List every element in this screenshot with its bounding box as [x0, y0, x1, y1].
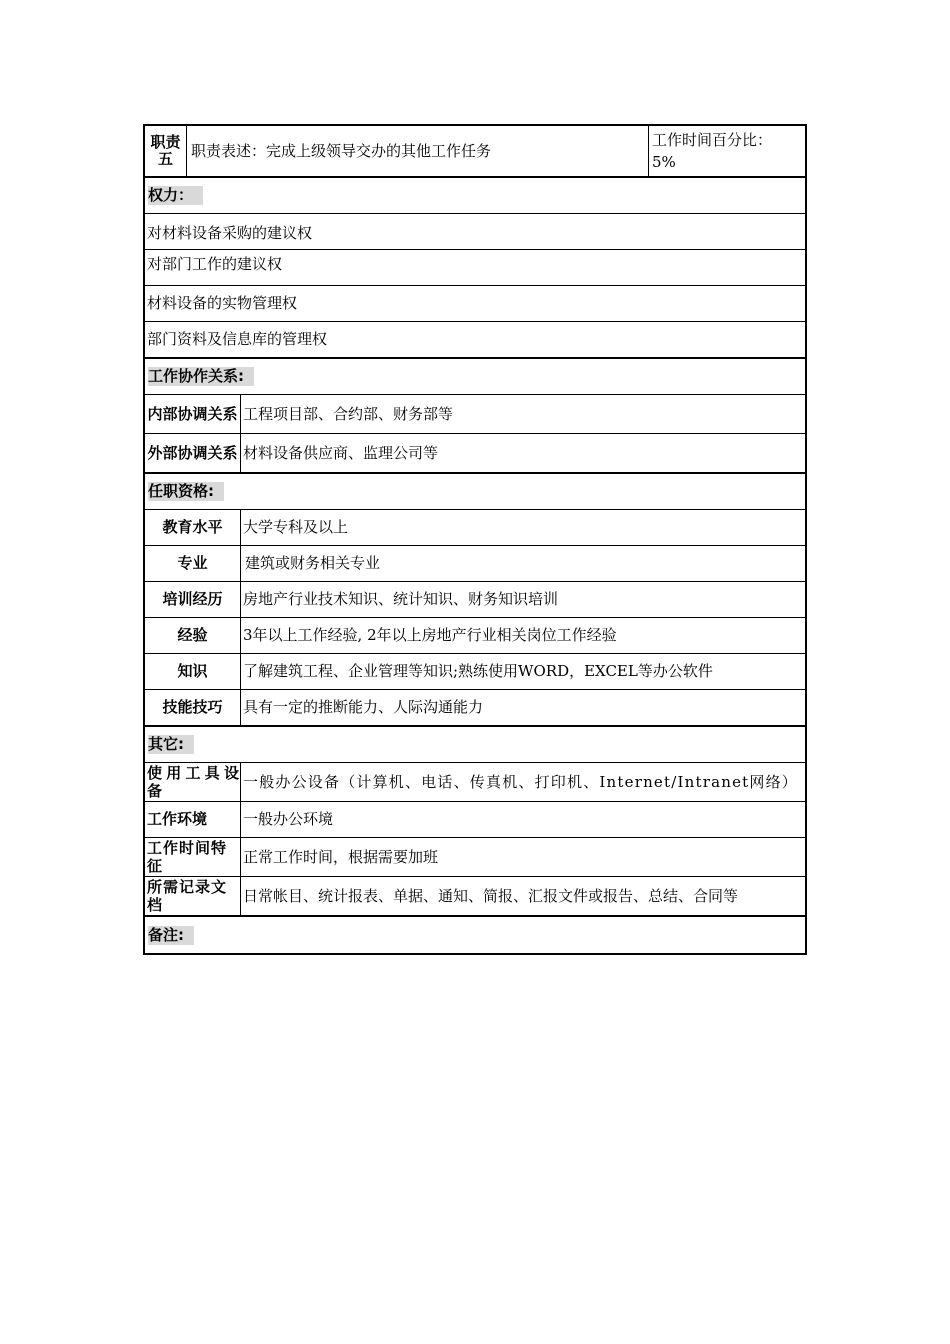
qualification-label: 技能技巧 [145, 690, 241, 725]
other-value: 日常帐目、统计报表、单据、通知、简报、汇报文件或报告、总结、合同等 [243, 886, 739, 905]
time-percentage-value: 5% [652, 152, 676, 171]
relations-header: 工作协作关系: [145, 359, 805, 394]
relations-value: 工程项目部、合约部、财务部等 [243, 404, 454, 423]
relations-section [143, 357, 807, 472]
authority-header: 权力： [145, 178, 805, 213]
authority-item: 对材料设备采购的建议权 [147, 224, 313, 242]
remarks-section [143, 915, 807, 955]
qualification-value: 3年以上工作经验, 2年以上房地产行业相关岗位工作经验 [243, 626, 617, 644]
other-label: 工作环境 [145, 802, 241, 837]
other-label: 所需记录文档 [145, 877, 241, 915]
other-value: 一般办公环境 [243, 810, 334, 828]
relations-value: 材料设备供应商、监理公司等 [243, 443, 439, 462]
qualification-value: 大学专科及以上 [243, 518, 349, 536]
authority-item: 对部门工作的建议权 [147, 255, 283, 273]
qualification-label: 经验 [145, 618, 241, 653]
authority-item: 部门资料及信息库的管理权 [147, 330, 328, 348]
duty-label: 职责五 [145, 126, 187, 176]
authority-section [143, 176, 807, 357]
remarks-header: 备注: [145, 917, 805, 953]
qualification-label: 培训经历 [145, 582, 241, 617]
duty-section [143, 124, 807, 176]
other-label: 工作时间特征 [145, 838, 241, 876]
other-section [143, 725, 807, 915]
qualification-label: 教育水平 [145, 510, 241, 545]
qualification-value: 了解建筑工程、企业管理等知识;熟练使用WORD，EXCEL等办公软件 [243, 662, 713, 680]
relations-label: 外部协调关系 [145, 434, 241, 472]
time-percentage-label: 工作时间百分比： [652, 130, 773, 149]
qualifications-header: 任职资格: [145, 474, 805, 509]
qualification-value: 建筑或财务相关专业 [245, 554, 381, 572]
qualification-value: 具有一定的推断能力、人际沟通能力 [243, 698, 484, 716]
duty-description: 职责表述：完成上级领导交办的其他工作任务 [187, 126, 649, 176]
qualification-value: 房地产行业技术知识、统计知识、财务知识培训 [243, 590, 559, 608]
qualifications-section [143, 472, 807, 725]
qualification-label: 知识 [145, 654, 241, 689]
time-percentage-cell [649, 126, 805, 176]
other-label: 使用工具设备 [147, 764, 240, 800]
qualification-label: 专业 [145, 546, 241, 581]
job-description-document [143, 124, 807, 955]
authority-item: 材料设备的实物管理权 [147, 294, 298, 312]
other-value: 正常工作时间，根据需要加班 [243, 847, 439, 866]
other-value: 一般办公设备（计算机、电话、传真机、打印机、Internet/Intranet网络） [243, 773, 798, 791]
other-header: 其它: [145, 727, 805, 762]
relations-label: 内部协调关系 [145, 395, 241, 433]
